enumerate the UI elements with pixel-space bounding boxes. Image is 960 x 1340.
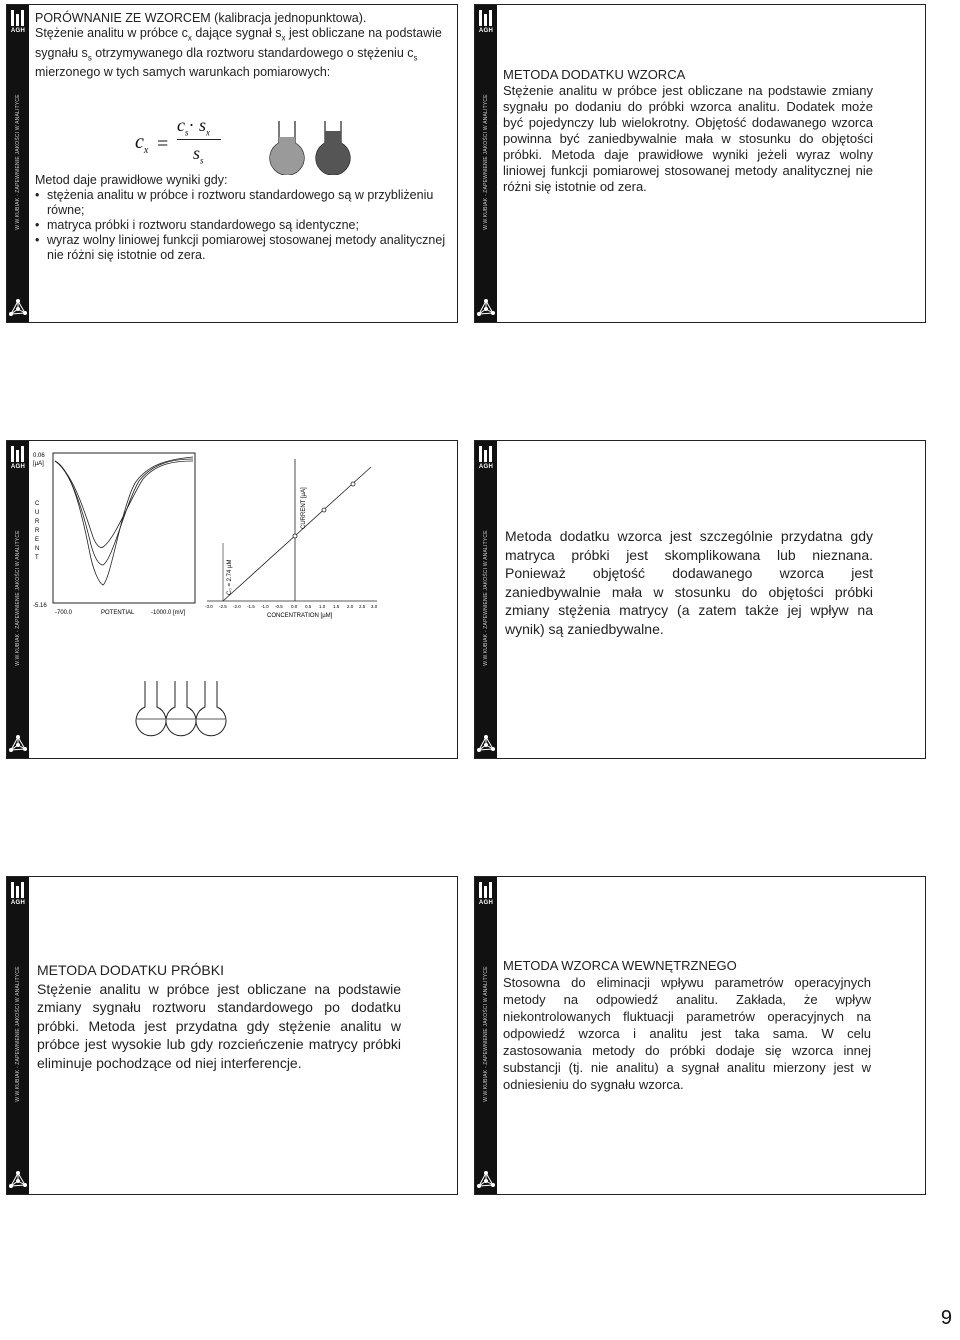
slide-4: [474, 440, 926, 759]
c0-annotation: C₀ = 2.74 µM: [227, 559, 233, 595]
flask-icon: [196, 681, 226, 736]
agh-logo: AGH: [476, 444, 496, 478]
network-icon: [8, 1170, 28, 1190]
agh-logo: AGH: [8, 444, 28, 478]
svg-text:1.0: 1.0: [319, 604, 326, 609]
svg-text:0.0: 0.0: [291, 604, 298, 609]
x-left-label: -700.0: [55, 610, 73, 616]
y-top-label: 0.06: [33, 453, 45, 459]
svg-text:-0.5: -0.5: [275, 604, 283, 609]
slide-sidebar: [475, 877, 497, 1194]
svg-text:-1.0: -1.0: [261, 604, 269, 609]
flask-icon: [136, 681, 166, 736]
list-item: • matryca próbki i roztworu standardowego są identyczne;: [35, 218, 449, 233]
slide-sidebar: [475, 441, 497, 758]
slide-6: [474, 876, 926, 1195]
slide-sidebar: [7, 441, 29, 758]
svg-text:U: U: [35, 510, 40, 516]
sidebar-text: W.W.KUBIAK - ZAPEWNIENIE JAKOŚCI W ANALITYCE: [483, 966, 489, 1102]
agh-logo: AGH: [8, 880, 28, 914]
svg-text:-3.0: -3.0: [205, 604, 213, 609]
voltammogram-plot: [31, 449, 201, 629]
x-axis-label: CONCENTRATION [µM]: [267, 613, 333, 619]
flasks-illustration: [265, 117, 375, 175]
standard-addition-plot: [201, 455, 383, 635]
svg-text:T: T: [35, 555, 39, 561]
x-tick-labels: [205, 604, 378, 609]
flask-icon: [166, 681, 196, 736]
flasks-row: [131, 679, 231, 743]
slide-4-body: Metoda dodatku wzorca jest szczególnie przydatna gdy matryca próbki jest skomplikowana lub nieznana. Ponieważ objętość dodawanego wzorca jest zaniedbywalnie mała w stosunku do objętości próbki zmiany stężenia matrycy (a zatem także jej wpływ na wynik) są zaniedbywalne.: [505, 528, 873, 637]
slide-1-intro: Stężenie analitu w próbce $c_x$ dające sygnał $s_x$ jest obliczane na podstawie sygnału $s_s$ otrzymywanego dla roztworu standardowego o stężeniu $c_s$ mierzonego w tych samych warunkach pomiarowych:: [35, 26, 442, 79]
slide-4-content: [505, 527, 873, 638]
calibration-formula: $c_x$ = $c_s\cdot s_x$ $s_s$: [135, 113, 245, 173]
slide-1-content: [35, 11, 449, 80]
slide-6-title: METODA WZORCA WEWNĘTRZNEGO: [503, 958, 737, 973]
slide-5: [6, 876, 458, 1195]
slide-5-content: [37, 961, 401, 1072]
svg-text:N: N: [35, 546, 40, 552]
network-icon: [8, 734, 28, 754]
svg-text:1.5: 1.5: [333, 604, 340, 609]
sidebar-text: W.W.KUBIAK - ZAPEWNIENIE JAKOŚCI W ANALITYCE: [15, 94, 21, 230]
slide-sidebar: [7, 877, 29, 1194]
svg-text:2.5: 2.5: [359, 604, 366, 609]
slide-1-title: PORÓWNANIE ZE WZORCEM (kalibracja jednopunktowa).: [35, 11, 367, 25]
slide-5-body: Stężenie analitu w próbce jest obliczane na podstawie zmiany sygnału roztworu standardowego po dodatku próbki. Metoda jest przydatna gdy stężenie analitu w próbce jest wysokie lub gdy rozcieńczenie matrycy próbki eliminuje pochodzące od niej interferencje.: [37, 980, 401, 1071]
sidebar-text: W.W.KUBIAK - ZAPEWNIENIE JAKOŚCI W ANALITYCE: [483, 530, 489, 666]
y-axis-letters: [35, 501, 40, 561]
slide-sidebar: [7, 5, 29, 322]
network-icon: [476, 1170, 496, 1190]
network-icon: [476, 298, 496, 318]
svg-text:-2.5: -2.5: [219, 604, 227, 609]
slide-1-conditions: [35, 173, 449, 263]
svg-text:R: R: [35, 528, 40, 534]
y-unit-label: [µA]: [33, 461, 44, 467]
svg-text:E: E: [35, 537, 40, 543]
slide-1-lead: Metod daje prawidłowe wyniki gdy:: [35, 173, 228, 187]
sidebar-text: W.W.KUBIAK - ZAPEWNIENIE JAKOŚCI W ANALITYCE: [15, 530, 21, 666]
agh-logo: AGH: [476, 8, 496, 42]
svg-text:R: R: [35, 519, 40, 525]
x-right-label: -1000.0 [mV]: [151, 610, 186, 616]
svg-text:C: C: [35, 501, 40, 507]
slide-6-body: Stosowna do eliminacji wpływu parametrów operacyjnych metody na odpowiedź analitu. Zakłada, że wpływ niekontrolowanych fluktuacji parametrów operacyjnych na odpowiedź wzorca i analitu jest taka sama. W celu zastosowania metody do próbki dodaje się wzorca innej substancji (tj. nie analitu) a sygnał analitu mierzony jest w odniesieniu do sygnału wzorca.: [503, 975, 871, 1092]
slide-sidebar: [475, 5, 497, 322]
network-icon: [476, 734, 496, 754]
slide-2-title: METODA DODATKU WZORCA: [503, 67, 686, 82]
page-number: 9: [940, 1307, 952, 1329]
list-item: • stężenia analitu w próbce i roztworu standardowego są w przybliżeniu równe;: [35, 188, 449, 218]
sidebar-text: W.W.KUBIAK - ZAPEWNIENIE JAKOŚCI W ANALITYCE: [15, 966, 21, 1102]
y-bottom-label: -5.16: [33, 603, 47, 609]
list-item: • wyraz wolny liniowej funkcji pomiarowej stosowanej metody analitycznej nie różni się istotnie od zera.: [35, 233, 449, 263]
slide-3: [6, 440, 458, 759]
flask-light-icon: [270, 121, 304, 175]
svg-text:2.0: 2.0: [347, 604, 354, 609]
svg-text:3.0: 3.0: [371, 604, 378, 609]
slide-2-content: [503, 67, 873, 195]
slide-5-title: METODA DODATKU PRÓBKI: [37, 962, 224, 978]
svg-text:-2.0: -2.0: [233, 604, 241, 609]
sidebar-text: W.W.KUBIAK - ZAPEWNIENIE JAKOŚCI W ANALITYCE: [483, 94, 489, 230]
y-axis-label: CURRENT [µA]: [301, 487, 307, 529]
svg-text:-1.5: -1.5: [247, 604, 255, 609]
svg-text:0.5: 0.5: [305, 604, 312, 609]
flask-dark-icon: [316, 121, 350, 175]
conditions-list: [35, 188, 449, 263]
agh-logo: AGH: [476, 880, 496, 914]
x-axis-label: POTENTIAL: [101, 610, 135, 616]
network-icon: [8, 298, 28, 318]
slide-1: [6, 4, 458, 323]
slide-6-content: [503, 957, 871, 1093]
slide-2: [474, 4, 926, 323]
slide-2-body: Stężenie analitu w próbce jest obliczane na podstawie zmiany sygnału po dodaniu do próbki wzorca analitu. Dodatek może być pojedynczy lub wielokrotny. Objętość dodawanego wzorca powinna być zaniedbywalnie mała w stosunku do objętości próbki. Metoda daje prawidłowe wyniki jeżeli wyraz wolny liniowej funkcji pomiarowej stosowanej metody analitycznej nie różni się istotnie od zera.: [503, 83, 873, 194]
agh-logo: AGH: [8, 8, 28, 42]
